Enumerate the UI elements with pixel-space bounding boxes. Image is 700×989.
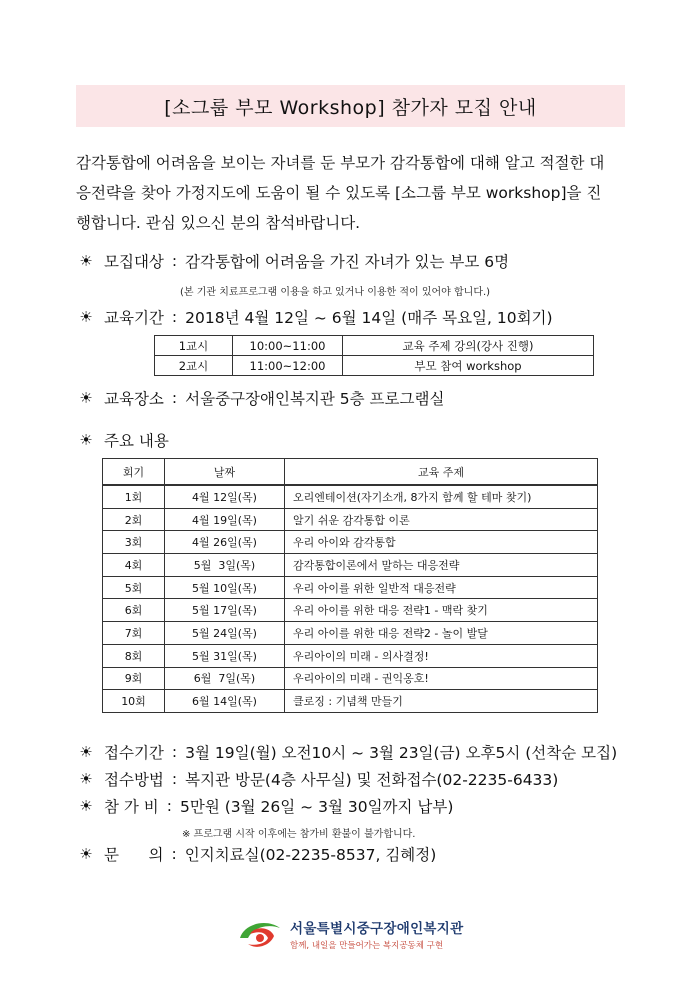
target-label: 모집대상 bbox=[104, 253, 164, 271]
session-cell: 7회 bbox=[103, 622, 165, 645]
sun-icon: ☀ bbox=[79, 743, 93, 761]
topic-cell: 우리 아이를 위한 일반적 대응전략 bbox=[285, 576, 598, 599]
table-row bbox=[103, 485, 598, 508]
org-slogan: 함께, 내일을 만들어가는 복지공동체 구현 bbox=[290, 941, 444, 951]
table-row bbox=[103, 644, 598, 667]
date-cell: 4월 19일(목) bbox=[165, 508, 285, 531]
registration-value: 3월 19일(월) 오전10시 ~ 3월 23일(금) 오후5시 (선착순 모집) bbox=[185, 744, 618, 762]
table-row bbox=[103, 576, 598, 599]
colon: : bbox=[171, 743, 178, 761]
colon: : bbox=[171, 252, 178, 270]
sun-icon: ☀ bbox=[79, 431, 93, 449]
table-row bbox=[103, 554, 598, 577]
sun-icon: ☀ bbox=[79, 252, 93, 270]
table-row bbox=[103, 531, 598, 554]
table-row bbox=[103, 599, 598, 622]
header-session: 회기 bbox=[103, 459, 165, 486]
intro-text bbox=[76, 148, 632, 238]
inquiry-row bbox=[76, 843, 436, 865]
period-value: 2018년 4월 12일 ~ 6월 14일 (매주 목요일, 10회기) bbox=[185, 309, 553, 327]
session-cell: 8회 bbox=[103, 644, 165, 667]
table-row bbox=[103, 667, 598, 690]
topic-cell: 알기 쉬운 감각통합 이론 bbox=[285, 508, 598, 531]
schedule-content: 부모 참여 workshop bbox=[343, 356, 594, 376]
intro-line: 응전략을 찾아 가정지도에 도움이 될 수 있도록 [소그룹 부모 workshop]을 진 bbox=[76, 184, 602, 202]
date-cell: 4월 12일(목) bbox=[165, 485, 285, 508]
intro-line: 행합니다. 관심 있으신 분의 참석바랍니다. bbox=[76, 214, 361, 232]
header-date: 날짜 bbox=[165, 459, 285, 486]
colon: : bbox=[171, 389, 178, 407]
target-note: (본 기관 치료프로그램 이용을 하고 있거나 이용한 적이 있어야 합니다.) bbox=[180, 287, 491, 298]
period-row bbox=[76, 306, 553, 328]
topic-cell: 감각통합이론에서 말하는 대응전략 bbox=[285, 554, 598, 577]
schedule-row bbox=[155, 336, 594, 356]
content-heading-row bbox=[76, 429, 169, 451]
header-topic: 교육 주제 bbox=[285, 459, 598, 486]
date-cell: 6월 7일(목) bbox=[165, 667, 285, 690]
sun-icon: ☀ bbox=[79, 845, 93, 863]
schedule-table bbox=[154, 335, 594, 376]
period-label: 교육기간 bbox=[104, 309, 164, 327]
inquiry-label: 문 의 bbox=[104, 846, 164, 864]
intro-line: 감각통합에 어려움을 보이는 자녀를 둔 부모가 감각통합에 대해 알고 적절한 대 bbox=[76, 154, 605, 172]
org-name: 서울특별시중구장애인복지관 bbox=[290, 921, 464, 937]
venue-value: 서울중구장애인복지관 5층 프로그램실 bbox=[185, 390, 445, 408]
session-cell: 6회 bbox=[103, 599, 165, 622]
schedule-content: 교육 주제 강의(강사 진행) bbox=[343, 336, 594, 356]
date-cell: 5월 24일(목) bbox=[165, 622, 285, 645]
topic-cell: 우리아이의 미래 - 권익옹호! bbox=[285, 667, 598, 690]
colon: : bbox=[171, 770, 178, 788]
content-table-header bbox=[103, 459, 598, 486]
topic-cell: 우리 아이를 위한 대응 전략1 - 맥락 찾기 bbox=[285, 599, 598, 622]
schedule-time: 11:00~12:00 bbox=[233, 356, 343, 376]
date-cell: 5월 10일(목) bbox=[165, 576, 285, 599]
topic-cell: 우리아이의 미래 - 의사결정! bbox=[285, 644, 598, 667]
topic-cell: 우리 아이를 위한 대응 전략2 - 놀이 발달 bbox=[285, 622, 598, 645]
session-cell: 5회 bbox=[103, 576, 165, 599]
fee-note: ※ 프로그램 시작 이후에는 참가비 환불이 불가합니다. bbox=[182, 829, 416, 840]
sun-icon: ☀ bbox=[79, 389, 93, 407]
content-heading: 주요 내용 bbox=[104, 432, 169, 450]
schedule-row bbox=[155, 356, 594, 376]
topic-cell: 우리 아이와 감각통합 bbox=[285, 531, 598, 554]
table-row bbox=[103, 622, 598, 645]
registration-label: 접수기간 bbox=[104, 744, 164, 762]
schedule-time: 10:00~11:00 bbox=[233, 336, 343, 356]
sun-icon: ☀ bbox=[79, 797, 93, 815]
colon: : bbox=[171, 845, 177, 863]
registration-row bbox=[76, 741, 617, 763]
date-cell: 5월 31일(목) bbox=[165, 644, 285, 667]
table-row bbox=[103, 508, 598, 531]
content-table bbox=[102, 458, 598, 713]
fee-row bbox=[76, 795, 453, 817]
date-cell: 4월 26일(목) bbox=[165, 531, 285, 554]
topic-cell: 오리엔테이션(자기소개, 8가지 함께 할 테마 찾기) bbox=[285, 485, 598, 508]
org-info bbox=[290, 917, 463, 951]
inquiry-value: 인지치료실(02-2235-8537, 김혜정) bbox=[184, 846, 437, 864]
venue-row bbox=[76, 387, 444, 409]
schedule-period: 2교시 bbox=[155, 356, 233, 376]
target-row bbox=[76, 250, 509, 272]
session-cell: 1회 bbox=[103, 485, 165, 508]
fee-value: 5만원 (3월 26일 ~ 3월 30일까지 납부) bbox=[180, 798, 454, 816]
session-cell: 4회 bbox=[103, 554, 165, 577]
footer bbox=[236, 916, 463, 952]
session-cell: 10회 bbox=[103, 690, 165, 713]
page-title: [소그룹 부모 Workshop] 참가자 모집 안내 bbox=[76, 85, 625, 127]
table-row bbox=[103, 690, 598, 713]
date-cell: 6월 14일(목) bbox=[165, 690, 285, 713]
sun-icon: ☀ bbox=[79, 308, 93, 326]
method-value: 복지관 방문(4층 사무실) 및 전화접수(02-2235-6433) bbox=[185, 771, 559, 789]
topic-cell: 클로징 : 기념책 만들기 bbox=[285, 690, 598, 713]
date-cell: 5월 17일(목) bbox=[165, 599, 285, 622]
fee-label: 참 가 비 bbox=[104, 798, 159, 816]
colon: : bbox=[171, 308, 178, 326]
target-value: 감각통합에 어려움을 가진 자녀가 있는 부모 6명 bbox=[185, 253, 510, 271]
date-cell: 5월 3일(목) bbox=[165, 554, 285, 577]
schedule-period: 1교시 bbox=[155, 336, 233, 356]
colon: : bbox=[166, 797, 173, 815]
session-cell: 2회 bbox=[103, 508, 165, 531]
org-logo-icon bbox=[236, 916, 284, 952]
method-row bbox=[76, 768, 558, 790]
session-cell: 3회 bbox=[103, 531, 165, 554]
session-cell: 9회 bbox=[103, 667, 165, 690]
method-label: 접수방법 bbox=[104, 771, 164, 789]
venue-label: 교육장소 bbox=[104, 390, 164, 408]
sun-icon: ☀ bbox=[79, 770, 93, 788]
